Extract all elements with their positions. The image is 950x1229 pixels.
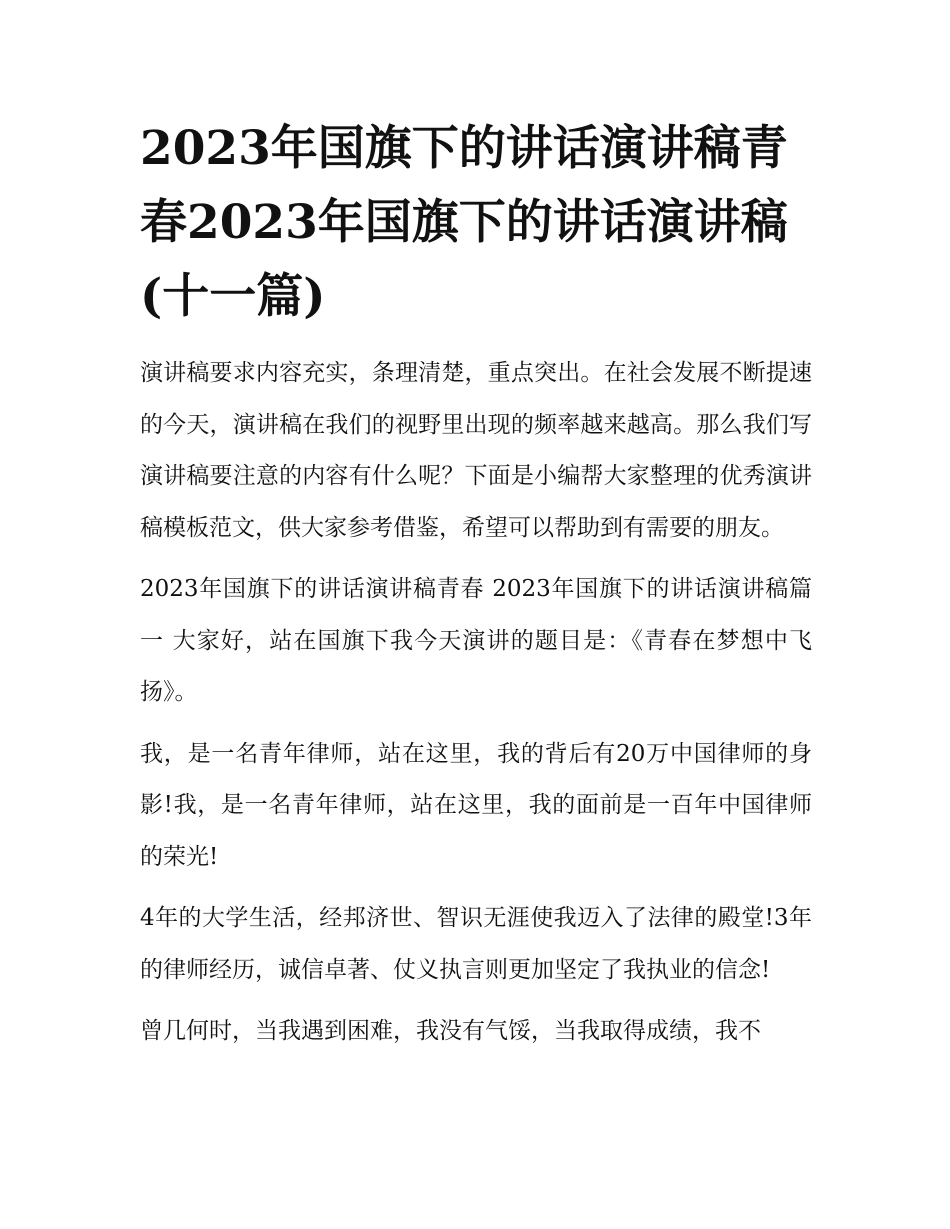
document-title: 2023年国旗下的讲话演讲稿青春2023年国旗下的讲话演讲稿(十一篇) bbox=[140, 121, 788, 324]
intro-paragraph: 演讲稿要求内容充实，条理清楚，重点突出。在社会发展不断提速的今天，演讲稿在我们的视野里出现的频率越来越高。那么我们写演讲稿要注意的内容有什么呢？下面是小编帮大家整理的优秀演讲稿模板范文，供大家参考借鉴，希望可以帮助到有需要的朋友。 bbox=[140, 360, 812, 541]
document-page bbox=[140, 112, 812, 1058]
body-paragraph: 曾几何时，当我遇到困难，我没有气馁，当我取得成绩，我不 bbox=[140, 1018, 761, 1044]
body-paragraph: 4年的大学生活，经邦济世、智识无涯使我迈入了法律的殿堂!3年的律师经历，诚信卓著、仗义执言则更加坚定了我执业的信念! bbox=[140, 905, 812, 983]
speech-heading-paragraph: 2023年国旗下的讲话演讲稿青春 2023年国旗下的讲话演讲稿篇一 大家好，站在国旗下我今天演讲的题目是：《青春在梦想中飞扬》。 bbox=[140, 576, 812, 705]
body-paragraph: 我，是一名青年律师，站在这里，我的背后有20万中国律师的身影!我，是一名青年律师，站在这里，我的面前是一百年中国律师的荣光! bbox=[140, 740, 812, 870]
